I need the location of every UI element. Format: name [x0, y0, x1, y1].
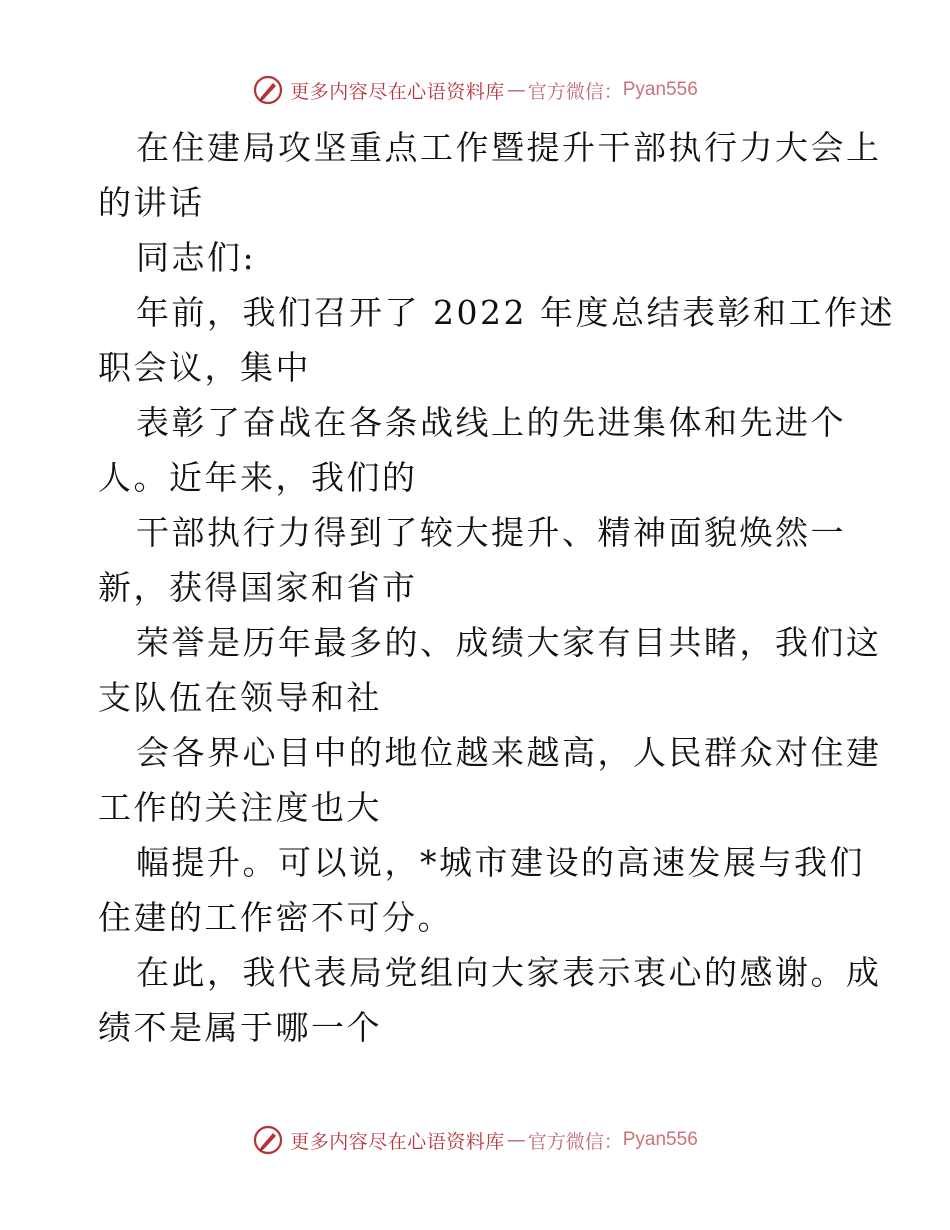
watermark-footer	[0, 1120, 950, 1160]
text-line: 干部执行力得到了较大提升、精神面貌焕然一	[136, 513, 846, 552]
text-line: 的讲话	[98, 183, 205, 222]
pen-logo-icon	[252, 1124, 284, 1156]
watermark-separator: —	[506, 79, 526, 101]
watermark-separator: —	[506, 1129, 526, 1151]
text-line: 住建的工作密不可分。	[98, 898, 453, 937]
document-body	[98, 120, 895, 1055]
text-line: 绩不是属于哪一个	[98, 1008, 382, 1047]
text-line: 新，获得国家和省市	[98, 568, 418, 607]
watermark-label: 官方微信：	[527, 1130, 623, 1153]
text-line: 幅提升。可以说，*城市建设的高速发展与我们	[136, 843, 865, 882]
text-line: 同志们:	[136, 238, 257, 277]
text-line: 年前，我们召开了 2022 年度总结表彰和工作述	[136, 293, 895, 332]
watermark-main-text: 更多内容尽在心语资料库	[290, 80, 505, 103]
text-line: 支队伍在领导和社	[98, 678, 382, 717]
watermark-wechat-id: Pyan556	[622, 79, 698, 100]
text-line: 表彰了奋战在各条战线上的先进集体和先进个	[136, 403, 846, 442]
text-line: 工作的关注度也大	[98, 788, 382, 827]
text-line: 人。近年来，我们的	[98, 458, 418, 497]
text-line: 职会议，集中	[98, 348, 311, 387]
text-line: 会各界心目中的地位越来越高，人民群众对住建	[136, 733, 882, 772]
watermark-main-text: 更多内容尽在心语资料库	[290, 1130, 505, 1153]
text-line: 荣誉是历年最多的、成绩大家有目共睹，我们这	[136, 623, 882, 662]
watermark-wechat-id: Pyan556	[622, 1129, 698, 1150]
watermark-label: 官方微信：	[527, 80, 623, 103]
text-line: 在此，我代表局党组向大家表示衷心的感谢。成	[136, 953, 882, 992]
pen-logo-icon	[252, 74, 284, 106]
text-line: 在住建局攻坚重点工作暨提升干部执行力大会上	[136, 128, 882, 167]
watermark-header	[0, 70, 950, 110]
